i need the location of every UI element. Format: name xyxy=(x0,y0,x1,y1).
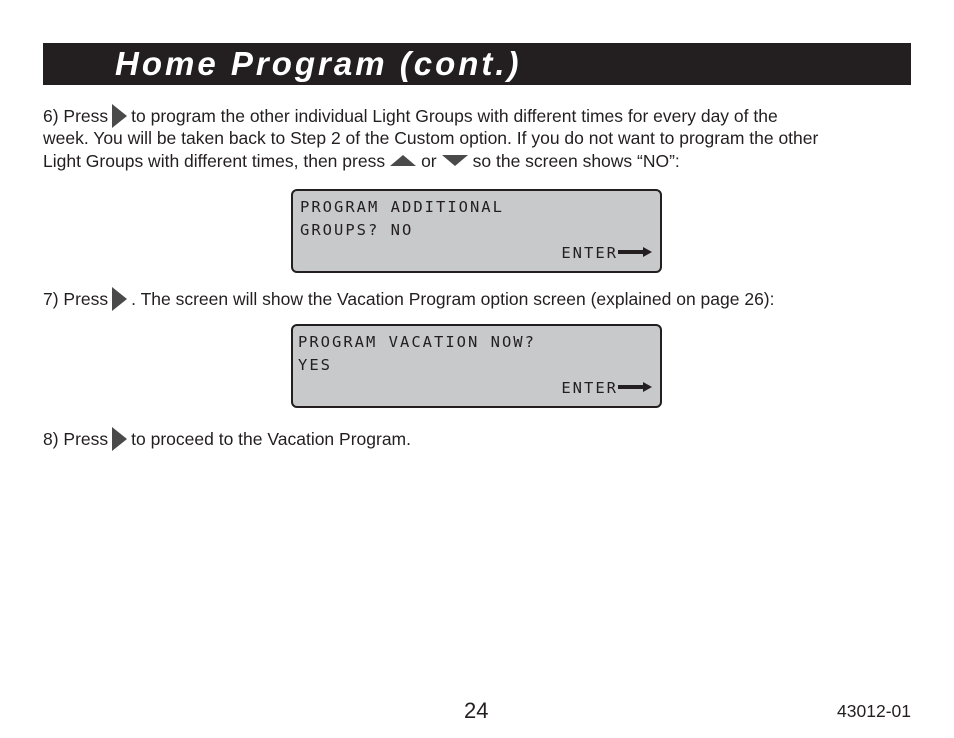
page-number: 24 xyxy=(464,698,489,723)
step-7-press: 7) Press xyxy=(43,289,109,309)
lcd-line-2: YES xyxy=(298,356,332,374)
lcd-screen-program-additional xyxy=(291,189,662,273)
step-8-text: to proceed to the Vacation Program. xyxy=(131,429,411,449)
step-6-text-1: to program the other individual Light Groups with different times for every day of the xyxy=(131,106,778,126)
up-arrow-button-icon xyxy=(390,155,416,166)
right-arrow-button-icon xyxy=(112,104,127,128)
enter-text: ENTER xyxy=(561,244,618,262)
step-6-text-3a: Light Groups with different times, then press xyxy=(43,151,386,171)
step-6-line-1 xyxy=(43,104,778,128)
lcd-line-2: GROUPS? NO xyxy=(300,221,414,239)
step-6-line-2: week. You will be taken back to Step 2 of the Custom option. If you do not want to program the other xyxy=(43,128,819,148)
step-6-text-3b: so the screen shows “NO”: xyxy=(472,151,680,171)
right-arrow-button-icon xyxy=(112,287,127,311)
document-number: 43012-01 xyxy=(837,701,911,721)
step-6-or: or xyxy=(421,151,437,171)
enter-arrow-icon xyxy=(618,247,652,257)
step-6-line-3 xyxy=(43,150,680,173)
enter-arrow-icon xyxy=(618,382,652,392)
enter-text: ENTER xyxy=(561,379,618,397)
lcd-enter-label xyxy=(561,379,652,397)
step-8-press: 8) Press xyxy=(43,429,109,449)
lcd-line-1: PROGRAM ADDITIONAL xyxy=(300,198,504,216)
lcd-line-1: PROGRAM VACATION NOW? xyxy=(298,333,536,351)
page-title: Home Program (cont.) xyxy=(115,45,522,82)
step-6-press: 6) Press xyxy=(43,106,109,126)
step-7-line xyxy=(43,287,775,311)
right-arrow-button-icon xyxy=(112,427,127,451)
lcd-enter-label xyxy=(561,244,652,262)
step-8-line xyxy=(43,427,411,451)
step-7-text: . The screen will show the Vacation Program option screen (explained on page 26): xyxy=(131,289,775,309)
down-arrow-button-icon xyxy=(442,155,468,166)
lcd-screen-program-vacation xyxy=(291,324,662,408)
title-bar xyxy=(43,43,911,85)
